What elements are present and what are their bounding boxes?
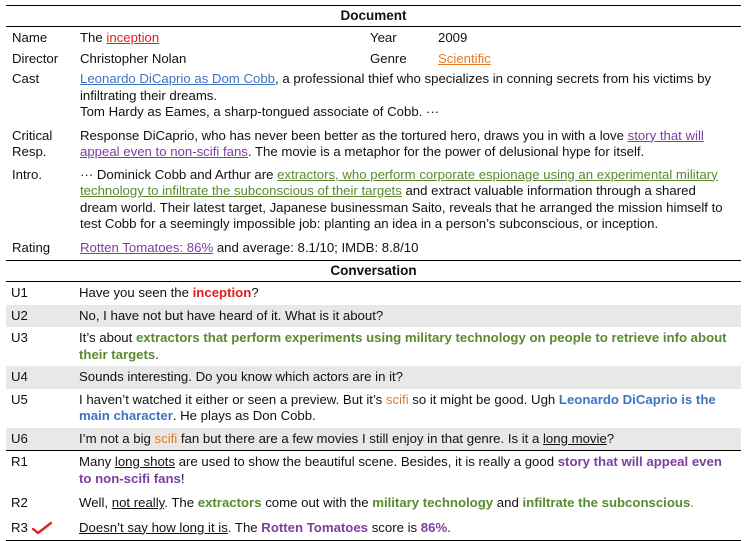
response-label: R2 — [11, 495, 28, 510]
cast-link[interactable]: Leonardo DiCaprio as Dom Cobb — [80, 71, 275, 86]
genre-link[interactable]: Scientific — [438, 50, 491, 66]
conversation-turns — [6, 282, 741, 540]
turn-u6 — [6, 428, 741, 451]
turn-u2 — [6, 305, 741, 328]
checkmark-icon — [31, 521, 53, 535]
critical-row — [6, 128, 741, 161]
response-label: R1 — [11, 454, 28, 469]
conversation-header: Conversation — [330, 263, 417, 278]
response-text: Doesn’t say how long it is. The Rotten Tomatoes score is 86%. — [79, 519, 451, 535]
response-text: Well, not really. The extractors come out with the military technology and infiltrate the subconscious. — [79, 495, 694, 510]
response-label-with-check: R3 — [6, 520, 79, 537]
turn-u1 — [6, 282, 741, 305]
intro-link[interactable]: extractors, who perform corporate espionage using an experimental military technology to infiltrate the subconscious of their targets — [80, 166, 718, 198]
response-text: Many long shots are used to show the beautiful scene. Besides, it is really a good story that will appeal even to non-scifi fans! — [79, 454, 722, 486]
turn-u4 — [6, 366, 741, 389]
year-value: 2009 — [438, 30, 468, 45]
intro-content: ··· Dominick Cobb and Arthur are extractors, who perform corporate espionage using an experimental military technology to infiltrate the subconscious of their targets and extract valuable information through a shared dream world. Their latest target, Japanese businessman Saito, reveals that he arranged the mission himself to test Cobb for a seemingly impossible job: planting an idea in a person’s subconscious, or inception. — [80, 166, 723, 231]
year-label: Year — [370, 30, 397, 45]
cast-row — [6, 71, 741, 121]
document-header: Document — [340, 8, 407, 23]
turn-label: U5 — [11, 391, 28, 407]
director-value: Christopher Nolan — [80, 50, 187, 66]
table — [6, 5, 741, 541]
turn-text: No, I have not but have heard of it. What is it about? — [79, 307, 384, 323]
turn-label: U2 — [11, 307, 28, 323]
turn-text: I haven’t watched it either or seen a preview. But it’s scifi so it might be good. Ugh Leonardo DiCaprio is the main character. He plays as Don Cobb. — [79, 391, 716, 423]
rating-row — [6, 240, 741, 257]
genre-label: Genre — [370, 50, 407, 66]
rating-content: Rotten Tomatoes: 86% and average: 8.1/10; IMDB: 8.8/10 — [80, 239, 419, 255]
turn-label: U6 — [11, 430, 28, 446]
critical-content: Response DiCaprio, who has never been better as the tortured hero, draws you in with a love story that will appeal even to non-scifi fans. The movie is a metaphor for the power of delusional hype for itself. — [80, 127, 704, 159]
turn-text: Sounds interesting. Do you know which actors are in it? — [79, 369, 403, 384]
cast-line-2: Tom Hardy as Eames, a sharp-tongued associate of Cobb. ··· — [80, 104, 440, 119]
critical-link[interactable]: story that will appeal even to non-scifi fans — [80, 127, 704, 159]
turn-label: U1 — [11, 285, 28, 300]
cast-content: Leonardo DiCaprio as Dom Cobb, a professional thief who specializes in conning secrets from his victims by infiltrating their dreams. Tom Hardy as Eames, a sharp-tongued associate of Cobb. ··· — [80, 71, 712, 119]
response-r3 — [6, 515, 741, 541]
name-value: The inception — [80, 30, 160, 45]
response-r1 — [6, 451, 741, 490]
turn-u5 — [6, 389, 741, 428]
intro-label: Intro. — [12, 166, 43, 182]
turn-u3 — [6, 327, 741, 366]
director-label: Director — [12, 50, 59, 66]
cast-label: Cast — [12, 71, 40, 86]
critical-label: Critical Resp. — [12, 127, 53, 159]
turn-text: I’m not a big scifi fan but there are a few movies I still enjoy in that genre. Is it a long movie? — [79, 430, 615, 446]
turn-label: U4 — [11, 369, 28, 384]
director-genre-row — [6, 51, 741, 68]
name-label: Name — [12, 30, 48, 45]
turn-text: It’s about extractors that perform experiments using military technology on people to retrieve info about their targets. — [79, 330, 727, 362]
intro-row — [6, 167, 741, 233]
rating-label: Rating — [12, 239, 51, 255]
name-year-row — [6, 30, 741, 47]
response-r2 — [6, 490, 741, 515]
rating-link[interactable]: Rotten Tomatoes: 86% — [80, 239, 214, 255]
turn-label: U3 — [11, 330, 28, 345]
turn-text: Have you seen the inception? — [79, 285, 259, 300]
name-link[interactable]: inception — [106, 30, 160, 45]
